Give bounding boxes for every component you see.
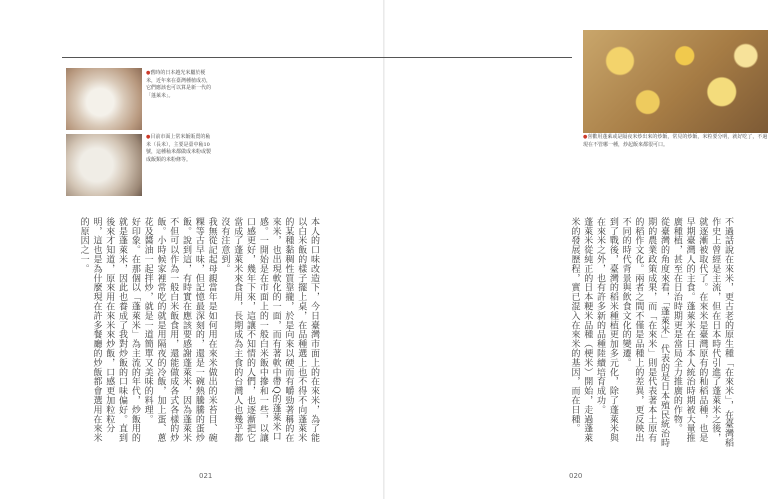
body-paragraph: 不過話說在來米，更古老的原生種「在來米」，在臺灣稻作史上曾經是主流，但在日本時代引進了蓬萊米之後，就逐漸被取代了。在來米是臺灣原有的秈稻品種，也是早期臺灣人的主食。蓬萊米在日本人統治時期被大量推廣種植，甚至在日治時期更是當局全力推廣的作物。 (671, 217, 733, 448)
rice-in-hand-caption: ●舊時的日本越光米屬於梗米，近年來在臺灣種植成功，它們應該也可以算是新一代的「蓬萊米」。 (146, 70, 212, 99)
body-paragraph: 我無從記起母親當年是如何用在來米做出的米苔目、碗粿等古早味，但記憶最深刻的，還是一碗熱騰騰的蛋炒飯。說到這，有時實在應該要感謝蓬萊米，因為蓬萊米不但可以作為一般白米飯食用，還能做成各式各樣的炒飯。小時候家裡常吃的就是用隔夜的冷飯，加上蛋、蔥花及醬油一起拌炒，就是一道簡單又美味的料理。 (142, 217, 217, 443)
body-paragraph: 本人的口味改造下，今日臺灣市面上的在來米，為了能以白米飯的樣子擺上桌，在品種選上也不得不向蓬萊米的某種黏稠性質靠攏，於是向來以硬而有嚼勁著稱的在來米，也出現軟化的一面，而有著軟中帶Q的蓬萊米口感。一開始是在市面上的一般白米飯中摻和一些，以讓口感更好，幾年下來，這讓不知情的人們，也逐漸把它當成了蓬萊米來食用，長期成為主食的台灣人也幾乎都沒有注意到。 (219, 217, 319, 443)
rice-in-hand-photo (66, 68, 142, 130)
header-rule (62, 57, 572, 58)
page-number-left: 021 (199, 472, 213, 480)
caption-bullet-icon: ● (146, 134, 151, 140)
body-paragraph: 到了戰後，臺灣的稻米種植更加多元化，除了蓬萊米與在來米之外，也有許多新的品種陸續培育成功。 (595, 217, 618, 443)
body-paragraph: 蓬萊米從純正的日本粳米品種（梗米）開始，走過蓬萊米的發展歷程，實已混入在來米的基因，而在日種。 (569, 217, 593, 443)
body-paragraph: 好印象。在那個以「蓬萊米」為主流的年代，炒飯用的就是蓬萊米，因此也養成了我對炒飯的口味偏好。直到後來才知道，原來用在來米來炒飯，口感更加粒粒分明，這也是為什麼現在許多餐廳的炒飯都會選用在來米的原因之一。 (78, 217, 140, 443)
book-gutter (383, 0, 385, 499)
left-body-text (60, 217, 320, 449)
page-number-right: 020 (569, 472, 583, 480)
body-paragraph: 從臺灣的角度來看，「蓬萊米」代表的是日本殖民統治時期的農業政策成果，而「在來米」則是代表著本土原有的稻作文化。兩者之間不僅是品種上的差異，更反映出不同的時代背景與飲食文化的變遷。 (620, 217, 670, 448)
fried-rice-caption: ●喜歡用蓬萊或是隔夜米炒出來的炒飯，常見的炒飯，米粒要分明，就好吃了，不過現在不管哪一種，炒起飯來都很可口。 (583, 134, 768, 148)
caption-bullet-icon: ● (583, 134, 588, 140)
right-body-text (428, 217, 734, 449)
rice-bowl-caption: ●目前市面上常米飯販賣的秈米（長米），主要是臺中秈10號，這種秈米都做成米粉或製成飯類的米粉條等。 (146, 134, 212, 163)
rice-bowl-photo (66, 134, 142, 196)
fried-rice-photo (583, 30, 768, 133)
caption-bullet-icon: ● (146, 70, 151, 76)
